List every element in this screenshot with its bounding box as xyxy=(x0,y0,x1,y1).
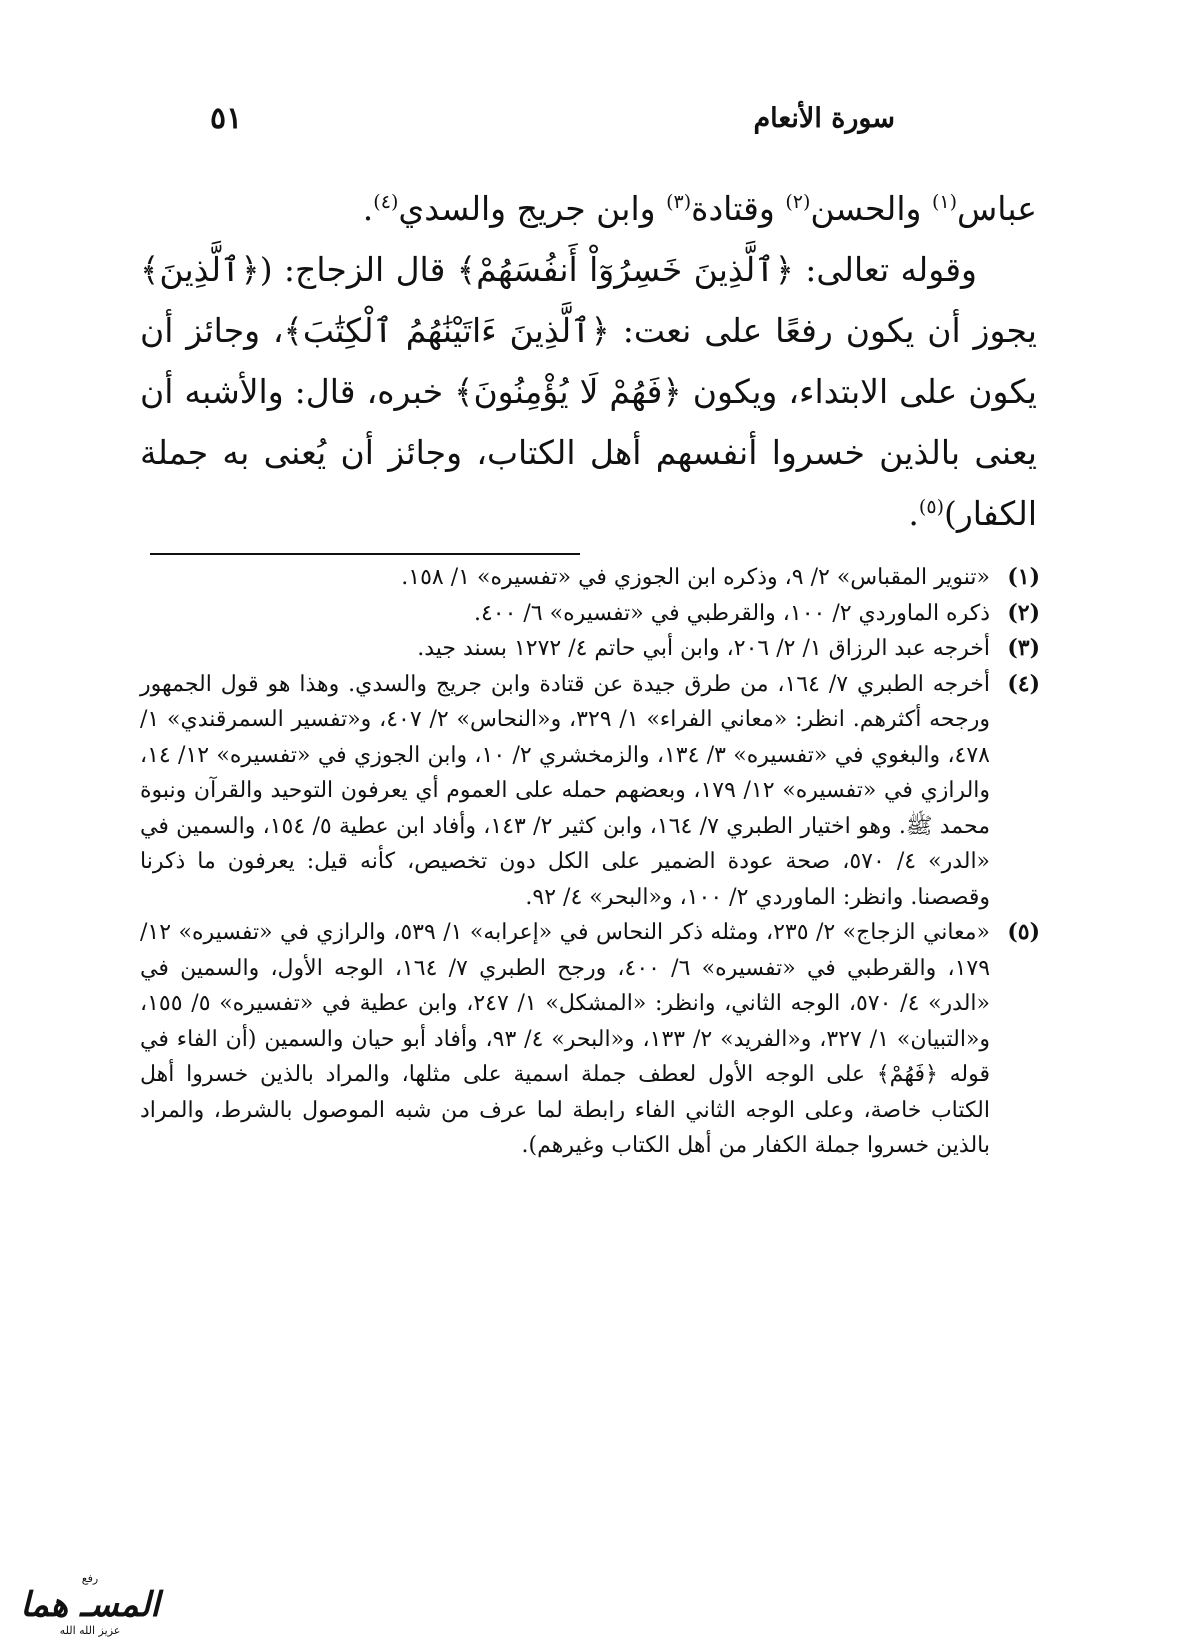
logo-sub-text: عزيز الله الله xyxy=(59,1624,121,1637)
footnote-ref-4[interactable]: (٤) xyxy=(373,191,399,213)
footnote-separator xyxy=(150,553,580,555)
footnote-text: أخرجه الطبري ٧/ ١٦٤، من طرق جيدة عن قتادة وابن جريج والسدي. وهذا هو قول الجمهور ورجحه أكثرهم. انظر: «معاني الفراء» ١/ ٣٢٩، و«النحاس» ٢/ ٤٠٧، و«تفسير السمرقندي» ١/ ٤٧٨، والبغوي في «تفسيره» ٣/ ١٣٤، والزمخشري ٢/ ١٠، وابن الجوزي في «تفسيره» ١٢/ ١٤، والرازي في «تفسيره» ١٢/ ١٧٩، وبعضهم حمله على العموم أي يعرفون التوحيد والقرآن ونبوة محمد ﷺ. وهو اختيار الطبري ٧/ ١٦٤، وابن كثير ٢/ ١٤٣، وأفاد ابن عطية ٥/ ١٥٤، والسمين في «الدر» ٤/ ٥٧٠، صحة عودة الضمير على الكل دون تخصيص، كأنه قيل: يعرفون ما ذكرنا وقصصنا. وانظر: الماوردي ٢/ ١٠٠، و«البحر» ٤/ ٩٢. xyxy=(140,671,991,910)
publisher-logo xyxy=(20,1572,160,1637)
footnote-text: «تنوير المقباس» ٢/ ٩، وذكره ابن الجوزي في «تفسيره» ١/ ١٥٨. xyxy=(401,565,990,590)
logo-main-text: المسـ هما xyxy=(20,1585,160,1625)
main-text-span: وقتادة xyxy=(691,189,786,228)
main-text-span: . xyxy=(362,189,374,228)
footnote-1 xyxy=(140,560,1040,596)
footnote-number: (١) xyxy=(1007,564,1040,590)
footnote-text: أخرجه عبد الرزاق ١/ ٢/ ٢٠٦، وابن أبي حاتم ٤/ ١٢٧٢ بسند جيد. xyxy=(417,636,990,661)
surah-title: سورة الأنعام xyxy=(753,102,895,134)
footnote-2 xyxy=(140,596,1040,632)
footnote-5 xyxy=(140,915,1040,1164)
footnote-4 xyxy=(140,667,1040,916)
main-text-span: عباس xyxy=(957,189,1037,228)
footnote-3 xyxy=(140,631,1040,667)
footnote-number: (٢) xyxy=(1007,599,1040,626)
page-header xyxy=(210,98,895,138)
main-paragraph-2 xyxy=(140,239,1037,544)
footnotes-list xyxy=(140,560,1040,1164)
logo-top-text: رفع xyxy=(81,1572,99,1585)
footnote-ref-1[interactable]: (١) xyxy=(931,191,957,213)
page-number: ٥١ xyxy=(210,100,243,136)
footnote-text: ذكره الماوردي ٢/ ١٠٠، والقرطبي في «تفسيره» ٦/ ٤٠٠. xyxy=(473,600,990,626)
footnote-ref-5[interactable]: (٥) xyxy=(918,496,944,518)
footnote-ref-2[interactable]: (٢) xyxy=(785,191,811,213)
main-text-span: وابن جريج والسدي xyxy=(398,189,667,228)
main-text-span: وقوله تعالى: ﴿ٱلَّذِينَ خَسِرُوٓاْ أَنفُسَهُمْ﴾ قال الزجاج: (﴿ٱلَّذِينَ﴾ يجوز أن يكون رفعًا على نعت: ﴿ٱلَّذِينَ ءَاتَيْنَٰهُمُ ٱلْكِتَٰبَ﴾، وجائز أن يكون على الابتداء، ويكون ﴿فَهُمْ لَا يُؤْمِنُونَ﴾ خبره، قال: والأشبه أن يعنى بالذين خسروا أنفسهم أهل الكتاب، وجائز أن يُعنى به جملة الكفار) xyxy=(140,250,1037,533)
main-text-span: والحسن xyxy=(810,189,932,228)
main-text xyxy=(140,178,1037,544)
footnote-number: (٣) xyxy=(1007,635,1040,661)
footnote-number: (٤) xyxy=(1007,670,1040,697)
main-paragraph-1 xyxy=(140,178,1037,239)
footnote-text: «معاني الزجاج» ٢/ ٢٣٥، ومثله ذكر النحاس في «إعرابه» ١/ ٥٣٩، والرازي في «تفسيره» ١٢/ ١٧٩، والقرطبي في «تفسيره» ٦/ ٤٠٠، ورجح الطبري ٧/ ١٦٤، الوجه الأول، والسمين في «الدر» ٤/ ٥٧٠، الوجه الثاني، وانظر: «المشكل» ١/ ٢٤٧، وابن عطية في «تفسيره» ٥/ ١٥٥، و«التبيان» ١/ ٣٢٧، و«الفريد» ٢/ ١٣٣، و«البحر» ٤/ ٩٣، وأفاد أبو حيان والسمين (أن الفاء في قوله ﴿فَهُمْ﴾ على الوجه الأول لعطف جملة اسمية على مثلها، والمراد بالذين خسروا أهل الكتاب خاصة، وعلى الوجه الثاني الفاء رابطة لما عرف من شبه الموصول بالشرط، والمراد بالذين خسروا جملة الكفار من أهل الكتاب وغيرهم). xyxy=(140,920,991,1158)
footnote-number: (٥) xyxy=(1007,919,1040,945)
footnote-ref-3[interactable]: (٣) xyxy=(666,191,692,213)
main-text-span: . xyxy=(908,494,919,533)
